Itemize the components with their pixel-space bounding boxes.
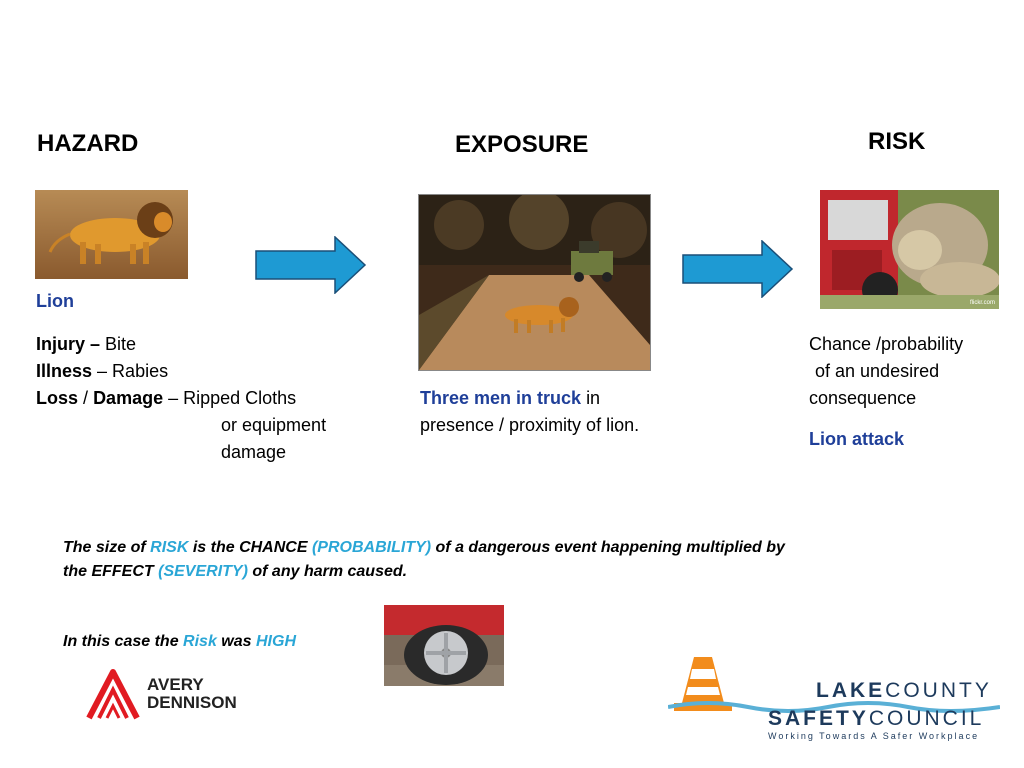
risk-definition bbox=[809, 331, 1019, 412]
risk-summary bbox=[63, 536, 973, 584]
lake-county-safety-council-logo bbox=[668, 655, 1000, 747]
avery-line-1: AVERY bbox=[147, 675, 204, 694]
damage-label: Damage bbox=[93, 388, 164, 408]
truck-lion-photo bbox=[418, 194, 651, 371]
summary-text: of any harm caused. bbox=[252, 563, 408, 580]
damage-line-2: or equipment bbox=[221, 415, 327, 435]
illness-label: Illness bbox=[36, 361, 93, 381]
summary-text: is the CHANCE bbox=[192, 539, 308, 556]
conclusion-risk: Risk bbox=[183, 633, 217, 650]
county-word: COUNTY bbox=[885, 679, 992, 702]
injury-label: Injury – bbox=[36, 334, 101, 354]
damage-line-3: damage bbox=[221, 442, 287, 462]
exposure-rest-2: presence / proximity of lion. bbox=[420, 415, 640, 435]
damage-value: – Ripped Cloths bbox=[168, 388, 297, 408]
council-word: COUNCIL bbox=[868, 707, 985, 730]
flat-tyre-photo bbox=[384, 605, 504, 686]
tagline: Working Towards A Safer Workplace bbox=[768, 731, 980, 741]
summary-risk: RISK bbox=[150, 539, 189, 556]
loss-label: Loss bbox=[36, 388, 79, 408]
safety-word: SAFETY bbox=[768, 707, 869, 730]
avery-logo-icon bbox=[85, 668, 141, 720]
exposure-highlight: Three men in truck bbox=[420, 388, 582, 408]
hazard-details bbox=[36, 331, 376, 466]
avery-line-2: DENNISON bbox=[147, 693, 237, 712]
summary-text: of a dangerous event happening multiplied by bbox=[435, 539, 785, 556]
summary-severity: (SEVERITY) bbox=[158, 563, 248, 580]
lake-word: LAKE bbox=[816, 679, 886, 702]
risk-line-2: of an undesired bbox=[815, 361, 940, 381]
photo-credit: flickr.com bbox=[969, 300, 995, 306]
injury-value: Bite bbox=[105, 334, 137, 354]
conclusion-text: was bbox=[221, 633, 252, 650]
arrow-right-icon bbox=[682, 240, 794, 298]
summary-text: The size of bbox=[63, 539, 146, 556]
risk-line-3: consequence bbox=[809, 388, 917, 408]
avery-dennison-logo bbox=[85, 668, 255, 720]
illness-value: – Rabies bbox=[97, 361, 169, 381]
conclusion-high: HIGH bbox=[256, 633, 296, 650]
summary-probability: (PROBABILITY) bbox=[311, 539, 432, 556]
loss-sep: / bbox=[83, 388, 89, 408]
lion-photo bbox=[35, 190, 188, 279]
risk-example: Lion attack bbox=[809, 429, 905, 449]
exposure-heading: EXPOSURE bbox=[455, 131, 589, 158]
risk-conclusion bbox=[63, 630, 296, 654]
risk-line-1: Chance /probability bbox=[809, 334, 964, 354]
summary-text: the EFFECT bbox=[63, 563, 154, 580]
risk-heading: RISK bbox=[868, 128, 926, 155]
exposure-rest-1: in bbox=[586, 388, 601, 408]
hazard-heading: HAZARD bbox=[37, 130, 139, 157]
conclusion-text: In this case the bbox=[63, 633, 179, 650]
exposure-description bbox=[420, 385, 720, 439]
hazard-name: Lion bbox=[36, 291, 74, 311]
lion-attack-photo bbox=[820, 190, 999, 309]
arrow-right-icon bbox=[255, 236, 367, 294]
